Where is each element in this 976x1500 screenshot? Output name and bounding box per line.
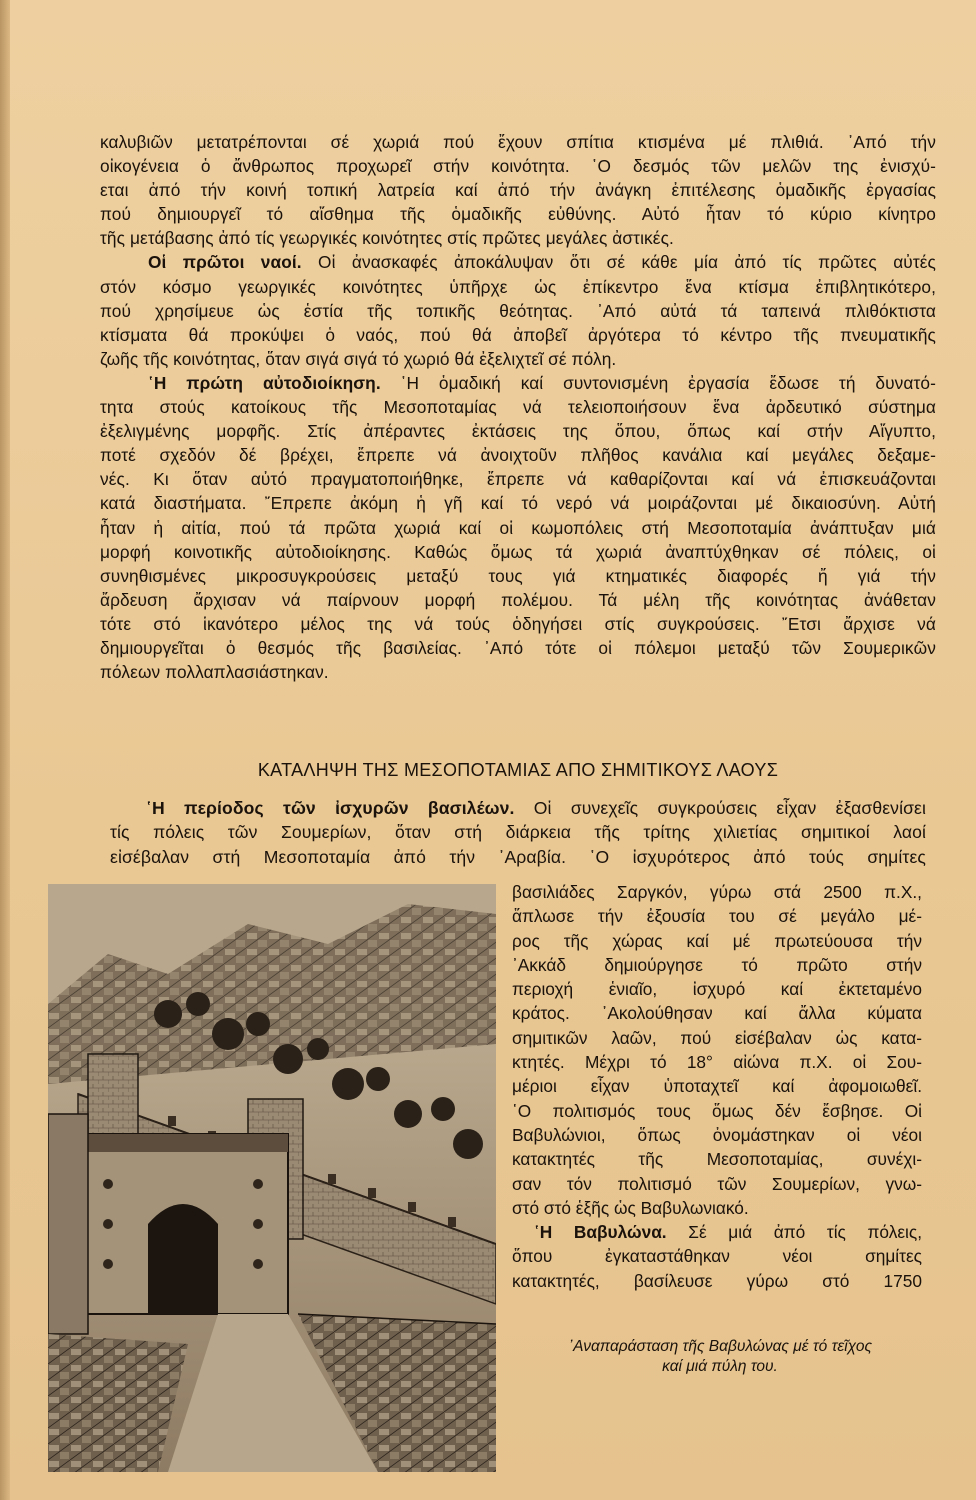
text-line: κατακτητές, βασίλευσε γύρω στό 1750 xyxy=(512,1270,922,1291)
text-line: πόλεων πολλαπλασιάστηκαν. xyxy=(100,662,329,683)
text-line: ἄρδευση ἄρχισαν νά παίρνουν μορφή πολέμου. Τά μέλη τῆς κοινότητας ἀνάθεταν xyxy=(100,589,936,610)
section-title: ΚΑΤΑΛΗΨΗ ΤΗΣ ΜΕΣΟΠΟΤΑΜΙΑΣ ΑΠΟ ΣΗΜΙΤΙΚΟΥΣ ΛΑΟΥΣ xyxy=(257,760,779,780)
text-line: τίς πόλεις τῶν Σουμερίων, ὅταν στή διάρκεια τῆς τρίτης χιλιετίας σημιτικοί λαοί xyxy=(110,822,926,843)
main-text-top xyxy=(100,130,936,684)
selfgov-heading: ῾Η πρώτη αὐτοδιοίκηση. xyxy=(148,372,381,393)
text-run: Σέ μιά ἀπό τίς πόλεις, xyxy=(666,1222,923,1243)
text-line: σαν τόν πολιτισμό τῶν Σουμερίων, γνω- xyxy=(512,1173,922,1194)
text-line: κατακτητές τῆς Μεσοποταμίας, συνέχι- xyxy=(512,1149,922,1170)
text-line: ἐξελιγμένης μορφῆς. Στίς ἀπέραντες ἐκτάσεις της ὅπου, ὅπως καί στήν Αἴγυπτο, xyxy=(100,421,936,442)
text-line: νές. Κι ὅταν αὐτό πραγματοποιήθηκε, ἔπρεπε νά καθαρίζονται καί νά ἐπισκευάζονται xyxy=(100,469,936,490)
text-line: εἰσέβαλαν στή Μεσοποταμία ἀπό τήν ᾿Αραβία. ῾Ο ἰσχυρότερος ἀπό τούς σημίτες xyxy=(110,846,926,867)
text-run: Οἱ ἀνασκαφές ἀποκάλυψαν ὅτι σέ κάθε μία ἀπό τίς πρῶτες αὐτές xyxy=(301,252,936,273)
text-line: κράτος. ᾿Ακολούθησαν καί ἄλλα κύματα xyxy=(512,1003,922,1024)
text-line: κατά διαστήματα. ῎Επρεπε ἀκόμη ἡ γῆ καί τό νερό νά μοιράζονται μέ δικαιοσύνη. Αὐτή xyxy=(100,493,936,514)
text-line: τότε στό ἱκανότερο μέλος της νά τούς ὁδηγήσει στίς συγκρούσεις. ῎Ετσι ἄρχισε νά xyxy=(100,613,936,634)
text-line: δημιουργεῖται ὁ θεσμός τῆς βασιλείας. ᾿Από τότε οἱ πόλεμοι μεταξύ τῶν Σουμερικῶν xyxy=(100,637,936,658)
text-line: τῆς μετάβασης ἀπό τίς γεωργικές κοινότητες στίς πρῶτες μεγάλες ἀστικές. xyxy=(100,228,674,249)
caption-line: ᾿Αναπαράσταση τῆς Βαβυλώνας μέ τό τεῖχος xyxy=(567,1338,872,1355)
text-line: Βαβυλώνιοι, ὅπως ὀνομάστηκαν οἱ νέοι xyxy=(512,1124,922,1145)
text-line: ῾Ο πολιτισμός τους ὅμως δέν ἔσβησε. Οἱ xyxy=(512,1100,922,1121)
text-line: συνηθισμένες μικροσυγκρούσεις μεταξύ τους γιά κτηματικές διαφορές ἤ γιά τήν xyxy=(100,565,936,586)
temples-heading: Οἱ πρῶτοι ναοί. xyxy=(148,252,302,273)
text-line: περιοχή ἑνιαῖο, ἰσχυρό καί ἐκτεταμένο xyxy=(512,979,922,1000)
text-line: καλυβιῶν μετατρέπονται σέ χωριά πού ἔχουν σπίτια κτισμένα μέ πλιθιά. ᾿Από τήν xyxy=(100,132,936,152)
babylon-first-line xyxy=(512,1220,922,1244)
page-edge xyxy=(0,0,10,1500)
text-line: ἅπλωσε τήν ἐξουσία του σέ μεγάλο μέ- xyxy=(512,906,922,927)
caption-line: καί μιά πύλη του. xyxy=(662,1358,778,1375)
selfgov-first-line xyxy=(100,371,936,395)
kings-first-line xyxy=(110,796,926,820)
figure-caption xyxy=(516,1337,924,1377)
text-line: εται ἀπό τήν κοινή τοπική λατρεία καί ἀπό τήν ἀνάγκη ἐπιτέλεσης ὁμαδικῆς ἐργασίας xyxy=(100,180,936,201)
text-line: ὅπου ἐγκαταστάθηκαν νέοι σημίτες xyxy=(512,1246,922,1267)
babylon-drawing xyxy=(48,884,496,1472)
main-text-section2 xyxy=(110,796,926,869)
text-line: μέριοι εἶχαν ὑποταχτεῖ καί ἀφομοιωθεῖ. xyxy=(512,1076,922,1097)
text-line: ρος τῆς χώρας καί μέ πρωτεύουσα τήν xyxy=(512,930,922,951)
temples-first-line xyxy=(100,250,936,274)
text-run: Οἱ συνεχεῖς συγκρούσεις εἶχαν ἐξασθενίσει xyxy=(514,798,926,818)
text-line: πού δημιουργεῖ τό αἴσθημα τῆς ὁμαδικῆς εὐθύνης. Αὐτό ἦταν τό κύριο κίνητρο xyxy=(100,204,936,225)
text-line: πού χρησίμευε ὡς ἑστία τῆς τοπικῆς θεότητας. ᾿Από αὐτά τά ταπεινά πλιθόκτιστα xyxy=(100,300,936,321)
text-line: σημιτικῶν λαῶν, πού εἰσέβαλαν ὡς κατα- xyxy=(512,1027,922,1048)
text-line: ᾿Ακκάδ δημιούργησε τό πρῶτο στήν xyxy=(512,954,922,975)
babylon-illustration xyxy=(48,884,496,1472)
text-line: τητα στούς κατοίκους τῆς Μεσοποταμίας νά τελειοποιήσουν ἕνα ἀρδευτικό σύστημα xyxy=(100,397,936,418)
babylon-heading: ῾Η Βαβυλώνα. xyxy=(534,1222,667,1243)
text-line: ζωῆς τῆς κοινότητας, ὅταν σιγά σιγά τό χωριό θά ἐξελιχτεῖ σέ πόλη. xyxy=(100,348,617,369)
text-line: κτίσματα θά προκύψει ὁ ναός, πού θά ἀποβεῖ ἀργότερα τό κέντρο τῆς πνευματικῆς xyxy=(100,324,936,345)
text-line: στόν κόσμο γεωργικές κοινότητες ὑπῆρχε ὡς ἐπίκεντρο ἕνα κτίσμα ἐπιβλητικότερο, xyxy=(100,276,936,297)
text-line: κτητές. Μέχρι τό 18° αἰώνα π.Χ. οἱ Σου- xyxy=(512,1052,922,1073)
text-line: ποτέ σχεδόν δέ βρέχει, ἔπρεπε νά ἀνοιχτοῦν πλῆθος κανάλια καί μεγάλες δεξαμε- xyxy=(100,445,936,466)
kings-heading: ῾Η περίοδος τῶν ἰσχυρῶν βασιλέων. xyxy=(146,798,515,818)
text-line: μορφή κοινοτικῆς αὐτοδιοίκησης. Καθώς ὅμως τά χωριά ἀναπτύχθηκαν σέ πόλεις, οἱ xyxy=(100,541,936,562)
right-column-text xyxy=(512,880,922,1293)
text-line: στό στό ἑξῆς ὡς Βαβυλωνιακό. xyxy=(512,1197,749,1218)
text-run: ῾Η ὁμαδική καί συντονισμένη ἐργασία ἔδωσε τή δυνατό- xyxy=(380,372,936,393)
text-line: ἦταν ἡ αἰτία, πού τά πρῶτα χωριά καί οἱ κωμοπόλεις στή Μεσοποταμία ἀνάπτυξαν μιά xyxy=(100,517,936,538)
text-line: βασιλιάδες Σαργκόν, γύρω στά 2500 π.Χ., xyxy=(512,882,922,902)
text-line: οἰκογένεια ὁ ἄνθρωπος προχωρεῖ στήν κοινότητα. ῾Ο δεσμός τῶν μελῶν της ἐνισχύ- xyxy=(100,156,936,177)
